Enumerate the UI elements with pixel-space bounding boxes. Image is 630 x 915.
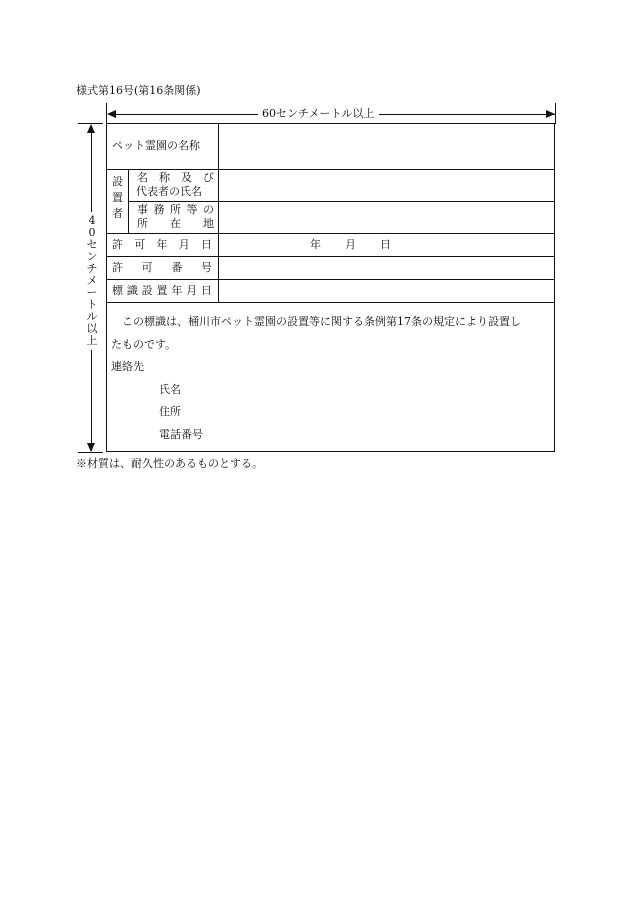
contact-title: 連絡先: [111, 360, 144, 373]
name-representative-label-line2: 代表者の氏名: [136, 185, 202, 198]
statement-line-2: たものです。: [111, 338, 177, 351]
permit-number-value: [219, 257, 554, 279]
arrow-right-icon: [546, 110, 555, 118]
width-dimension-label: 60センチメートル以上: [258, 107, 379, 121]
height-dimension-tick-bottom: [78, 452, 103, 453]
row-divider: [106, 302, 555, 303]
permit-date-year: 年: [310, 238, 321, 251]
name-representative-value: [219, 170, 554, 201]
office-location-label-line2: 所 在 地: [137, 217, 214, 230]
installer-label: 設 置 者: [112, 175, 123, 220]
office-location-label-line1: 事 務 所 等 の: [137, 203, 214, 216]
installer-column-divider: [128, 169, 129, 233]
arrow-up-icon: [87, 124, 95, 133]
sign-installation-date-value: [219, 280, 554, 302]
permit-number-label: 許 可 番 号: [112, 261, 212, 274]
office-location-value: [219, 202, 554, 233]
park-name-value: [219, 124, 554, 169]
arrow-left-icon: [107, 110, 116, 118]
name-representative-label-line1: 名 称 及 び: [137, 171, 214, 184]
statement-line-1: この標識は、桶川市ペット霊園の設置等に関する条例第17条の規定により設置し: [122, 315, 521, 328]
width-dimension-tick-right: [555, 103, 556, 124]
permit-date-label: 許 可 年 月 日: [112, 238, 212, 251]
statement-text: [111, 310, 551, 356]
park-name-label: ペット霊園の名称: [112, 139, 200, 152]
contact-name: 氏名: [159, 382, 181, 396]
row-divider: [106, 233, 555, 234]
permit-date-day: 日: [380, 238, 391, 251]
permit-date-month: 月: [345, 238, 356, 251]
contact-address: 住所: [159, 405, 181, 418]
material-note: ※材質は、耐久性のあるものとする。: [76, 457, 263, 470]
arrow-down-icon: [87, 443, 95, 452]
form-number: 様式第16号(第16条関係): [76, 84, 201, 97]
contact-block: [111, 356, 203, 446]
sign-installation-date-label: 標 識 設 置 年 月 日: [112, 284, 212, 297]
contact-phone: 電話番号: [159, 427, 203, 441]
height-dimension-label: 4 0 セ ン チ メ ー ト ル 以 上: [84, 212, 100, 350]
